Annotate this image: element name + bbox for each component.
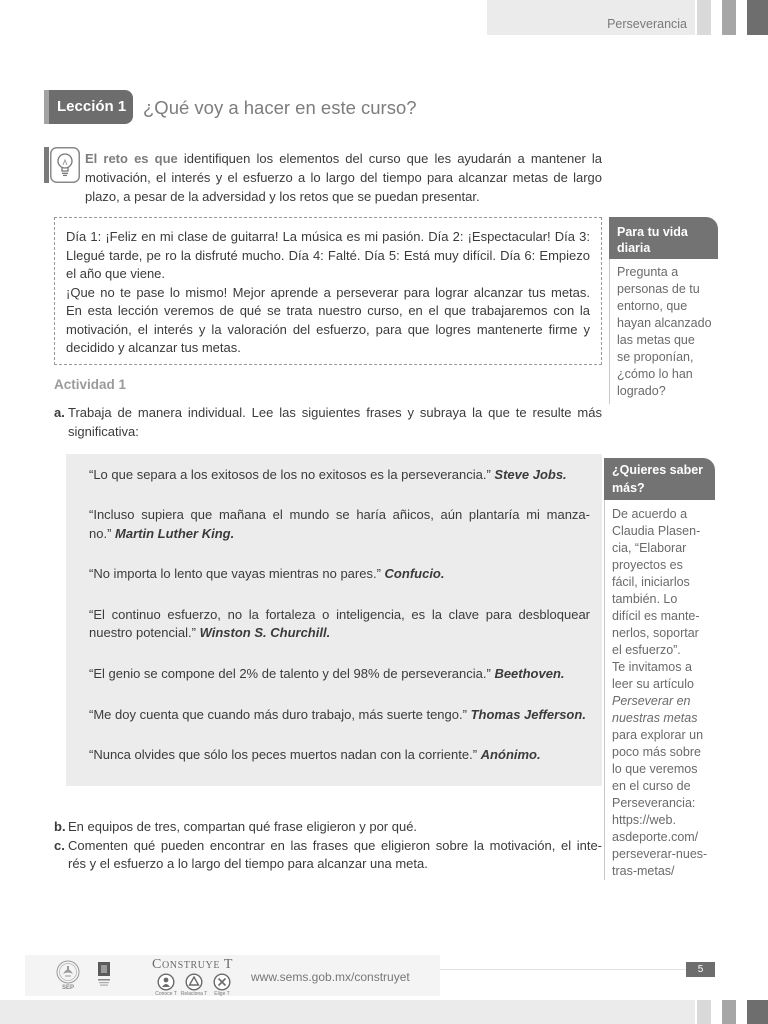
sidebar-more-line: cia, “Elaborar — [612, 540, 687, 555]
page-title: ¿Qué voy a hacer en este curso? — [143, 97, 417, 118]
challenge-line: motivación, el interés y el esfuerzo a lo largo del tiempo para alcanzar metas de largo — [85, 169, 602, 185]
activity-title: Actividad 1 — [54, 377, 127, 392]
sidebar-daily-line: entorno, que — [617, 298, 688, 313]
sidebar-daily-line: logrado? — [617, 383, 666, 398]
footer-band — [0, 1000, 695, 1024]
quote-author: Beethoven. — [494, 666, 565, 682]
footer-deco-block-mid — [722, 1000, 736, 1024]
quote-text: “Me doy cuenta que cuando más duro trabajo, más suerte tengo.” — [89, 706, 467, 722]
challenge-lead: El reto es que — [85, 150, 178, 166]
header-deco-block-dark — [747, 0, 768, 35]
sidebar-daily-line: Pregunta a — [617, 264, 679, 279]
activity-item-a — [54, 403, 602, 441]
quote-author: Anónimo. — [480, 747, 541, 763]
sidebar-daily-line: se proponían, — [617, 349, 694, 364]
sidebar-more-line: proyectos es — [612, 557, 683, 572]
quote-text: “El genio se compone del 2% de talento y del 98% de perseverancia.” — [89, 666, 491, 682]
quote-author: Confucio. — [384, 566, 445, 582]
challenge-line — [85, 149, 602, 168]
sidebar-more-line: difícil es mante- — [612, 608, 700, 623]
institution-logo-icon — [96, 962, 112, 988]
footer-deco-block-dark — [747, 1000, 768, 1024]
sidebar-more-line: De acuerdo a — [612, 506, 688, 521]
sep-seal-icon — [52, 959, 84, 985]
header-deco-block-light — [697, 0, 711, 35]
quote — [89, 706, 590, 725]
item-line: rés y el esfuerzo a lo largo del tiempo para alcanzar una meta. — [68, 856, 428, 872]
intro-line: motivación, el interés y la valoración del esfuerzo, para que logres mantenerte firme y — [66, 321, 590, 337]
intro-line: decidido y alcanzar tus metas. — [66, 340, 241, 355]
conoce-t-icon — [157, 973, 175, 991]
relaciona-t-icon — [185, 973, 203, 991]
elige-t-label: Elige T — [214, 991, 230, 997]
activity-items-b-c — [54, 818, 602, 874]
footer-deco-block-light — [697, 1000, 711, 1024]
footer-rule — [440, 969, 686, 970]
quote-author: Steve Jobs. — [494, 466, 567, 482]
item-marker: a. — [54, 404, 65, 420]
item-line: En equipos de tres, compartan qué frase eligieron y por qué. — [68, 819, 418, 834]
sidebar-daily-header — [609, 217, 718, 259]
intro-line: ¡Que no te pase lo mismo! Mejor aprende a perseverar para lograr alcanzar tus metas. — [66, 284, 590, 300]
sidebar-more-body — [604, 500, 715, 880]
sidebar-more-article-title: Perseverar en — [612, 693, 691, 708]
intro-box — [54, 217, 602, 365]
lesson-badge — [44, 90, 133, 124]
quote-line — [89, 466, 590, 485]
sidebar-more-url-line: tras-metas/ — [612, 863, 675, 878]
sidebar-more-header — [604, 458, 715, 500]
intro-line: el año que viene. — [66, 266, 166, 281]
quote-line — [89, 565, 590, 584]
challenge-line: plazo, a pesar de la adversidad y los retos que se puedan presentar. — [85, 188, 480, 204]
sidebar-daily-title-line: Para tu vida — [617, 225, 688, 239]
sidebar-more-line: lo que veremos — [612, 761, 698, 776]
quote-line — [89, 665, 590, 684]
quote-text: “No importa lo lento que vayas mientras no pares.” — [89, 566, 381, 582]
quote-author: Martin Luther King. — [115, 525, 235, 541]
lesson-badge-label: Lección 1 — [57, 98, 127, 115]
quote-text: no.” — [89, 525, 112, 541]
sidebar-daily-title-line: diaria — [617, 241, 651, 255]
quote — [89, 506, 590, 543]
sep-label: SEP — [61, 985, 74, 991]
sidebar-more-title-line: ¿Quieres saber — [612, 463, 704, 477]
construye-t-wordmark: Construye T — [152, 957, 234, 972]
quote-author: Winston S. Churchill. — [199, 625, 331, 641]
sidebar-more-article-title: nuestras metas — [612, 710, 698, 725]
item-line: significativa: — [68, 423, 139, 439]
relaciona-t-label: Relaciona T — [180, 991, 208, 997]
lightbulb-icon — [44, 147, 80, 183]
sidebar-more-url-line: https://web. — [612, 812, 676, 827]
sidebar-more-line: Perseverancia: — [612, 795, 696, 810]
item-marker: c. — [54, 837, 65, 853]
sidebar-daily-line: personas de tu — [617, 281, 700, 296]
page-number: 5 — [686, 962, 715, 977]
sidebar-daily-body — [609, 259, 718, 404]
intro-line: Día 1: ¡Feliz en mi clase de guitarra! La música es mi pasión. Día 2: ¡Espectacular! Día 3: — [66, 229, 590, 244]
quote-line — [89, 525, 590, 544]
activity-item-c — [54, 837, 602, 874]
sidebar-more-line: poco más sobre — [612, 744, 701, 759]
quote-line — [89, 624, 590, 643]
sidebar-more-url-line: perseverar-nues- — [612, 846, 708, 861]
quote — [89, 466, 590, 485]
intro-line: Llegué tarde, pe ro la disfruté mucho. Día 4: Falté. Día 5: Está muy difícil. Día 6: Empiezo — [66, 247, 590, 263]
sidebar-more-line: Claudia Plasen- — [612, 523, 701, 538]
section-title: Perseverancia — [607, 17, 687, 31]
sidebar-more-line: para explorar un — [612, 727, 704, 742]
quote — [89, 565, 590, 584]
quotes-box — [66, 454, 602, 786]
item-marker: b. — [54, 819, 66, 834]
quote-text: “Lo que separa a los exitosos de los no exitosos es la perseverancia.” — [89, 466, 491, 482]
footer-url: www.sems.gob.mx/construyet — [251, 970, 410, 984]
quote-author: Thomas Jefferson. — [470, 706, 586, 722]
quote-line: “Incluso supiera que mañana el mundo se haría añicos, aún plantaría mi manza- — [89, 507, 590, 523]
sidebar-more-title-line: más? — [612, 481, 645, 495]
quote-line — [89, 746, 590, 765]
sidebar-more-line: nerlos, soportar — [612, 625, 699, 640]
quote — [89, 606, 590, 643]
sidebar-daily-line: ¿cómo lo han — [617, 366, 693, 381]
challenge-line-text: identifiquen los elementos del curso que les ayudarán a mantener la — [183, 150, 602, 166]
sidebar-more-line: fácil, iniciarlos — [612, 574, 690, 589]
item-line: Comenten qué pueden encontrar en las frases que eligieron sobre la motivación, el inte- — [68, 837, 602, 853]
sidebar-more-line: en el curso de — [612, 778, 691, 793]
sidebar-daily-line: hayan alcanzado — [617, 315, 712, 330]
sidebar-more-line: leer su artículo — [612, 676, 694, 691]
sidebar-more-line: también. Lo — [612, 591, 678, 606]
conoce-t-label: Conoce T — [155, 991, 177, 997]
quote-text: “Nunca olvides que sólo los peces muertos nadan con la corriente.” — [89, 747, 478, 763]
quote — [89, 746, 590, 765]
quote — [89, 665, 590, 684]
item-line: Trabaja de manera individual. Lee las siguientes frases y subraya la que te resulte más — [68, 404, 602, 420]
sidebar-more-line: el esfuerzo”. — [612, 642, 681, 657]
sidebar-daily-line: las metas que — [617, 332, 695, 347]
sidebar-more-line: Te invitamos a — [612, 659, 692, 674]
elige-t-icon — [213, 973, 231, 991]
header-deco-block-mid — [722, 0, 736, 35]
challenge-paragraph — [85, 149, 602, 206]
lesson-badge-strip — [44, 90, 49, 124]
sidebar-more-url-line: asdeporte.com/ — [612, 829, 699, 844]
quote-text: nuestro potencial.” — [89, 625, 196, 641]
quote-line — [89, 706, 590, 725]
activity-item-b — [54, 818, 602, 837]
intro-line: En esta lección veremos de qué se trata nuestro curso, en el que trabajaremos con la — [66, 303, 590, 318]
quote-line: “El continuo esfuerzo, no la fortaleza o inteligencia, es la clave para desbloquear — [89, 606, 590, 622]
